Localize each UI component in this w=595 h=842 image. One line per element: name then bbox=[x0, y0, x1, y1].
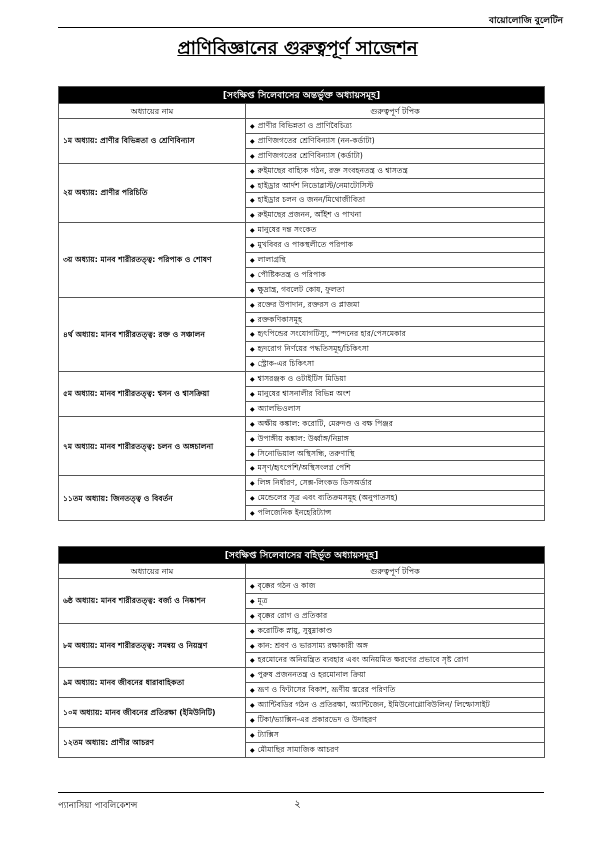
topic-item: ◆ প্রাণিজগতের শ্রেণিবিন্যাস (কর্ডাটা) bbox=[246, 148, 545, 163]
topic-item: ◆ হরমোনের অনিয়ন্ত্রিত ব্যবহার এবং অনিয়মিত ক্ষরণের প্রভাবে সৃষ্ট রোগ bbox=[246, 653, 545, 668]
topic-item: ◆ রুইমাছের বাহ্যিক গঠন, রক্ত সংবহনতন্ত্র ও শ্বাসতন্ত্র bbox=[246, 163, 545, 178]
table-row bbox=[59, 698, 545, 713]
topic-item: ◆ অ্যান্টিবডির গঠন ও প্রতিরক্ষা, অ্যান্টিজেন, ইমিউনোগ্লোবিউলিন/ লিম্ফোসাইট bbox=[246, 698, 545, 713]
topic-item: ◆ হৃৎপিন্ডের সংযোগটিস্যু, স্পন্দনের হার/পেসমেকার bbox=[246, 327, 545, 342]
table-row bbox=[59, 668, 545, 683]
topic-item: ◆ কান: শ্রবণ ও ভারসাম্য রক্ষাকারী অঙ্গ bbox=[246, 638, 545, 653]
page-title: প্রাণিবিজ্ঞানের গুরুত্বপূর্ণ সাজেশন bbox=[177, 38, 418, 59]
topic-item: ◆ অক্ষীয় কঙ্কাল: করোটি, মেরুদণ্ড ও বক্ষ পিঞ্জর bbox=[246, 416, 545, 431]
topic-item: ◆ ট্যাক্সিস bbox=[246, 727, 545, 742]
table-row bbox=[59, 579, 545, 594]
topic-item: ◆ হৃদরোগ নির্ণয়ের পদ্ধতিসমূহ/চিকিৎসা bbox=[246, 342, 545, 357]
chapter-name: ৯ম অধ্যায়: মানব জীবনের ধারাবাহিকতা bbox=[59, 668, 246, 698]
topic-item: ◆ রক্তের উপাদান, রক্তরস ও প্লাজমা bbox=[246, 297, 545, 312]
column-header-chapter: অধ্যায়ের নাম bbox=[59, 104, 246, 119]
excluded-chapters-table bbox=[58, 546, 545, 758]
table-row bbox=[59, 476, 545, 491]
chapter-name: ৭ম অধ্যায়: মানব শারীরতত্ত্ব: চলন ও অঙ্গচালনা bbox=[59, 416, 246, 476]
topic-item: ◆ মানুষের দন্ত সংকেত bbox=[246, 223, 545, 238]
section-heading: [সংক্ষিপ্ত সিলেবাসের অন্তর্ভুক্ত অধ্যায়সমূহ] bbox=[59, 87, 545, 104]
page-number: ২ bbox=[294, 799, 301, 810]
topic-item: ◆ প্রাণিজগতের শ্রেণিবিন্যাস (নন-কর্ডাটা) bbox=[246, 133, 545, 148]
topic-item: ◆ শ্বাসরঞ্জক ও ওটাইটিস মিডিয়া bbox=[246, 372, 545, 387]
chapter-name: ৫ম অধ্যায়: মানব শারীরতত্ত্ব: শ্বসন ও শ্বাসক্রিয়া bbox=[59, 372, 246, 417]
column-header-topics: গুরুত্বপূর্ণ টপিক bbox=[246, 104, 545, 119]
included-chapters-table bbox=[58, 86, 545, 521]
topic-item: ◆ হাইড্রার আর্দশ নিডোব্লাস্ট/নেমাটোসিস্ট bbox=[246, 178, 545, 193]
topic-item: ◆ বৃক্কের গঠন ও কাজ bbox=[246, 579, 545, 594]
topic-item: ◆ ক্ষুদ্রান্ত্র, গবলেট কোষ, ফুলতা bbox=[246, 282, 545, 297]
table-row bbox=[59, 119, 545, 134]
chapter-name: ২য় অধ্যায়: প্রাণীর পরিচিতি bbox=[59, 163, 246, 223]
topic-item: ◆ টিকা/ভ্যাক্সিন-এর প্রকারভেদ ও উদাহরণ bbox=[246, 713, 545, 728]
topic-item: ◆ পৌষ্টিকতন্ত্র ও পরিপাক bbox=[246, 267, 545, 282]
topic-item: ◆ প্রাণীর বিভিন্নতা ও প্রাণিবৈচিত্র্য bbox=[246, 119, 545, 134]
table-row bbox=[59, 372, 545, 387]
topic-item: ◆ লালাগ্রন্থি bbox=[246, 253, 545, 268]
topic-item: ◆ বৃক্কের রোগ ও প্রতিকার bbox=[246, 608, 545, 623]
topic-item: ◆ মানুষের শ্বাসনালীর বিভিন্ন অংশ bbox=[246, 387, 545, 402]
column-header-topics: গুরুত্বপূর্ণ টপিক bbox=[246, 564, 545, 579]
table-row bbox=[59, 727, 545, 742]
topic-item: ◆ লিঙ্গ নির্ধারণ, সেক্স-লিংকড ডিসঅর্ডার bbox=[246, 476, 545, 491]
topic-item: ◆ পলিজেনিক ইনহেরিট্যান্স bbox=[246, 506, 545, 521]
topic-item: ◆ মুখবিবর ও পাকস্থলীতে পরিপাক bbox=[246, 238, 545, 253]
header-publication-name: বায়োলোজি বুলেটিন bbox=[488, 16, 563, 26]
topic-item: ◆ স্ট্রোক-এর চিকিৎসা bbox=[246, 357, 545, 372]
table-row bbox=[59, 623, 545, 638]
chapter-name: ১ম অধ্যায়: প্রাণীর বিভিন্নতা ও শ্রেণিবিন্যাস bbox=[59, 119, 246, 164]
chapter-name: ১১তম অধ্যায়: জিনতত্ত্ব ও বিবর্তন bbox=[59, 476, 246, 521]
topic-item: ◆ সিনোভিয়াল অস্থিসন্ধি, তরুণাস্থি bbox=[246, 446, 545, 461]
chapter-name: ৬ষ্ঠ অধ্যায়: মানব শারীরতত্ত্ব: বর্জ্য ও নিষ্কাশন bbox=[59, 579, 246, 624]
chapter-name: ৮ম অধ্যায়: মানব শারীরতত্ত্ব: সমন্বয় ও নিয়ন্ত্রণ bbox=[59, 623, 246, 668]
section-heading: [সংক্ষিপ্ত সিলেবাসের বহির্ভূত অধ্যায়সমূহ] bbox=[59, 547, 545, 564]
topic-item: ◆ উপাঙ্গীয় কঙ্কাল: উর্ধ্বাঙ্গ/নিম্নাঙ্গ bbox=[246, 431, 545, 446]
topic-item: ◆ মেন্ডেলের সূত্র এবং ব্যতিক্রমসমূহ (অনুপাতসহ) bbox=[246, 491, 545, 506]
topic-item: ◆ রুইমাছের প্রজনন, আঁইশ ও পাখনা bbox=[246, 208, 545, 223]
topic-item: ◆ করোটিক স্নায়ু, সুষুম্নাকাণ্ড bbox=[246, 623, 545, 638]
column-header-chapter: অধ্যায়ের নাম bbox=[59, 564, 246, 579]
chapter-name: ৩য় অধ্যায়: মানব শারীরতত্ত্ব: পরিপাক ও শোষণ bbox=[59, 223, 246, 297]
topic-item: ◆ হাইড্রার চলন ও জনন/মিথোজীবিতা bbox=[246, 193, 545, 208]
header-rule bbox=[58, 27, 544, 28]
topic-item: ◆ মূত্র bbox=[246, 593, 545, 608]
chapter-name: ৪র্থ অধ্যায়: মানব শারীরতত্ত্ব: রক্ত ও সঞ্চালন bbox=[59, 297, 246, 371]
chapter-name: ১০ম অধ্যায়: মানব জীবনের প্রতিরক্ষা (ইমিউনিটি) bbox=[59, 698, 246, 728]
topic-item: ◆ পুরুষ প্রজননতন্ত্র ও হরমোনাল ক্রিয়া bbox=[246, 668, 545, 683]
table-row bbox=[59, 163, 545, 178]
table-row bbox=[59, 297, 545, 312]
topic-item: ◆ মসৃণ/হৃৎপেশি/অস্থিসংলগ্ন পেশি bbox=[246, 461, 545, 476]
topic-item: ◆ ভ্রূণ ও ফিটাসের বিকাশ, ভ্রূণীয় স্তরের পরিণতি bbox=[246, 683, 545, 698]
table-row bbox=[59, 416, 545, 431]
topic-item: ◆ রক্তকণিকাসমূহ bbox=[246, 312, 545, 327]
topic-item: ◆ মৌমাছির সামাজিক আচরণ bbox=[246, 742, 545, 757]
table-row bbox=[59, 223, 545, 238]
footer-rule bbox=[58, 792, 544, 793]
chapter-name: ১২তম অধ্যায়: প্রাণীর আচরণ bbox=[59, 727, 246, 757]
topic-item: ◆ অ্যালভিওলাস bbox=[246, 401, 545, 416]
footer-publisher: প্যানাসিয়া পাবলিকেশন্স bbox=[58, 801, 138, 811]
